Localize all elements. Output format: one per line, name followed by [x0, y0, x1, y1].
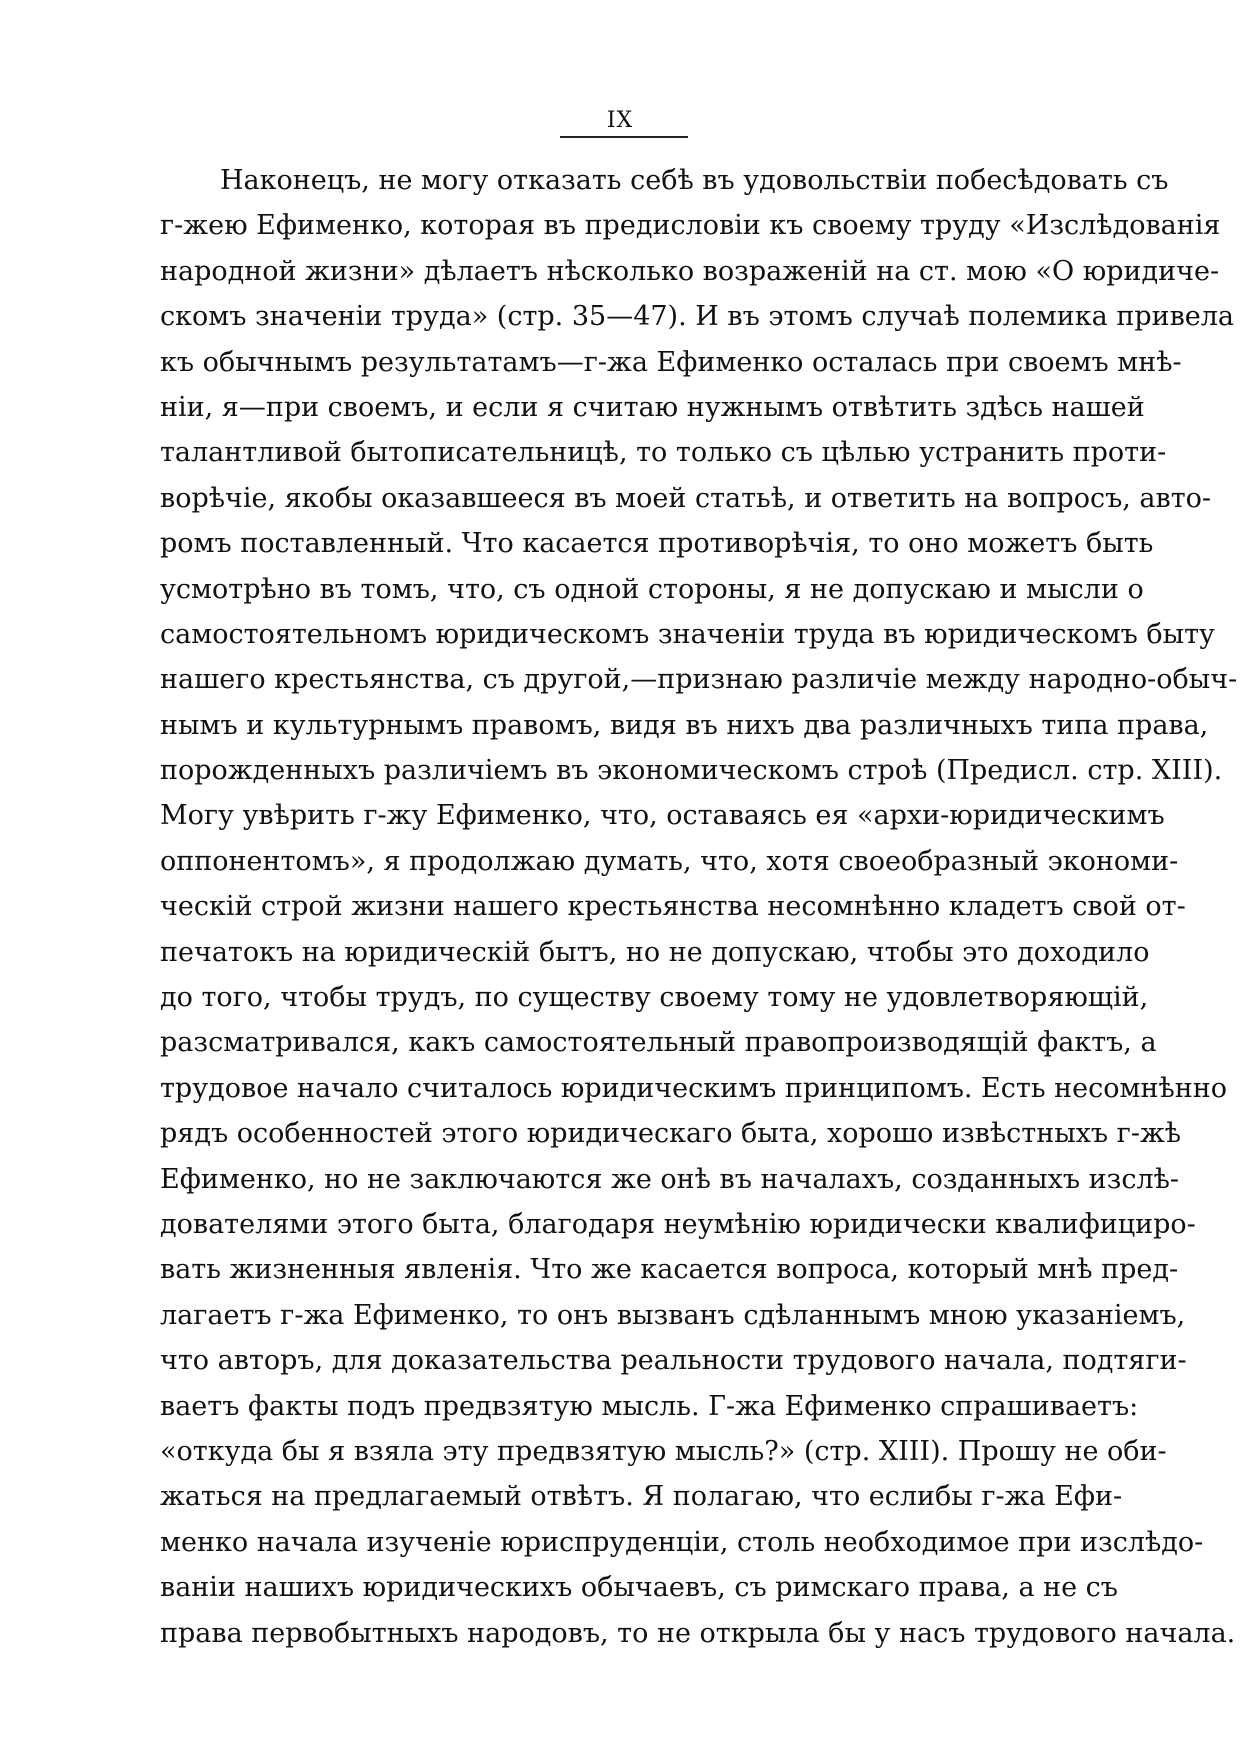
text-line: разсматривался, какъ самостоятельный правопроизводящій фактъ, а [160, 1027, 1157, 1059]
text-line: нашего крестьянства, съ другой,—признаю различіе между народно-обыч- [160, 664, 1238, 696]
text-line: дователями этого быта, благодаря неумѣнію юридически квалифициро- [160, 1208, 1196, 1240]
text-line: оппонентомъ», я продолжаю думать, что, хотя своеобразный экономи- [160, 845, 1179, 877]
text-line: вать жизненныя явленія. Что же касается вопроса, который мнѣ пред- [160, 1254, 1179, 1286]
header-rule [560, 136, 688, 138]
text-line: печатокъ на юридическій бытъ, но не допускаю, чтобы это доходило [160, 936, 1150, 968]
text-line: Могу увѣрить г-жу Ефименко, что, оставаясь ея «архи-юридическимъ [160, 800, 1165, 832]
text-line: порожденныхъ различіемъ въ экономическомъ строѣ (Предисл. стр. XIII). [160, 755, 1223, 787]
page-number: IX [606, 108, 634, 133]
text-line: менко начала изученіе юриспруденціи, столь необходимое при изслѣдо- [160, 1526, 1204, 1558]
text-line: скомъ значеніи труда» (стр. 35—47). И въ этомъ случаѣ полемика привела [160, 301, 1235, 333]
text-line: трудовое начало считалось юридическимъ принципомъ. Есть несомнѣнно [160, 1072, 1227, 1104]
text-line: ворѣчіе, якобы оказавшееся въ моей статьѣ, и ответить на вопросъ, авто- [160, 482, 1212, 514]
body-paragraph [160, 158, 1238, 1656]
text-line: усмотрѣно въ томъ, что, съ одной стороны, я не допускаю и мысли о [160, 573, 1144, 605]
text-line: до того, чтобы трудъ, по существу своему тому не удовлетворяющій, [160, 982, 1149, 1014]
text-line: къ обычнымъ результатамъ—г-жа Ефименко осталась при своемъ мнѣ- [160, 346, 1182, 378]
text-line: Ефименко, но не заключаются же онѣ въ началахъ, созданныхъ изслѣ- [160, 1163, 1180, 1195]
text-line: ромъ поставленный. Что касается противорѣчія, то оно можетъ быть [160, 528, 1154, 560]
text-line: жаться на предлагаемый отвѣтъ. Я полагаю, что еслибы г-жа Ефи- [160, 1481, 1123, 1513]
text-line: лагаетъ г-жа Ефименко, то онъ вызванъ сдѣланнымъ мною указаніемъ, [160, 1299, 1186, 1331]
text-line: Наконецъ, не могу отказать себѣ въ удовольствіи побесѣдовать съ [220, 165, 1169, 196]
text-line: нымъ и культурнымъ правомъ, видя въ нихъ два различныхъ типа права, [160, 709, 1209, 741]
text-line: самостоятельномъ юридическомъ значеніи труда въ юридическомъ быту [160, 618, 1215, 650]
text-line: ческій строй жизни нашего крестьянства несомнѣнно кладетъ свой от- [160, 891, 1186, 923]
text-line: талантливой бытописательницѣ, то только съ цѣлью устранить проти- [160, 437, 1167, 469]
text-line: что авторъ, для доказательства реальности трудового начала, подтяги- [160, 1345, 1187, 1377]
text-line: рядъ особенностей этого юридическаго быта, хорошо извѣстныхъ г-жѣ [160, 1118, 1182, 1150]
text-line: ваетъ факты подъ предвзятую мысль. Г-жа Ефименко спрашиваетъ: [160, 1390, 1139, 1422]
text-line: права первобытныхъ народовъ, то не открыла бы у насъ трудового начала. [160, 1617, 1236, 1649]
text-line: «откуда бы я взяла эту предвзятую мысль?» (стр. XIII). Прошу не оби- [160, 1435, 1167, 1467]
text-line: г-жею Ефименко, которая въ предисловіи къ своему труду «Изслѣдованія [160, 210, 1221, 242]
text-line: ваніи нашихъ юридическихъ обычаевъ, съ римскаго права, а не съ [160, 1572, 1118, 1604]
text-line: ніи, я—при своемъ, и если я считаю нужнымъ отвѣтить здѣсь нашей [160, 391, 1145, 423]
text-line: народной жизни» дѣлаетъ нѣсколько возраженій на ст. мою «О юридиче- [160, 255, 1220, 287]
